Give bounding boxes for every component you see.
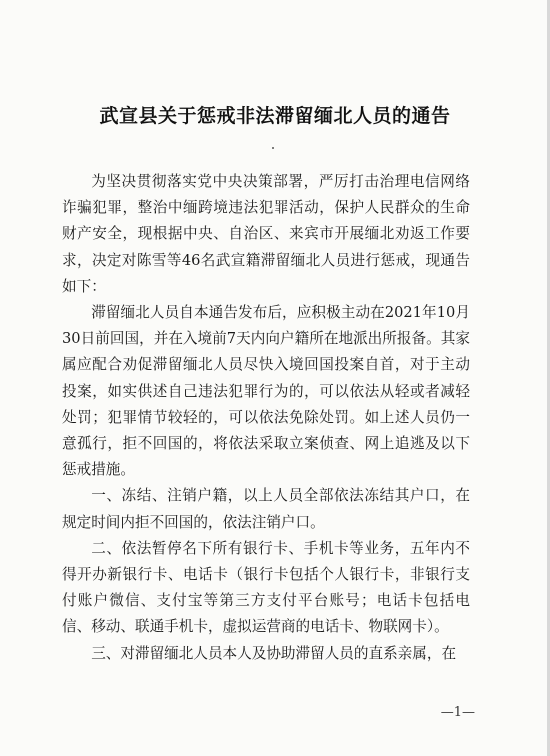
page-number: —1— — [440, 705, 475, 720]
document-body — [62, 169, 470, 667]
scan-speck — [272, 147, 274, 149]
paragraph-measure-1: 一、冻结、注销户籍，以上人员全部依法冻结其户口，在规定时间内拒不回国的，依法注销户口。 — [62, 487, 470, 531]
paragraph-measure-2: 二、依法暂停名下所有银行卡、手机卡等业务，五年内不得开办新银行卡、电话卡（银行卡包括个人银行卡，非银行支付账户微信、支付宝等第三方支付平台账号；电话卡包括电信、移动、联通手机卡，虚拟运营商的电话卡、物联网卡）。 — [62, 539, 470, 636]
paragraph-deadline: 滞留缅北人员自本通告发布后，应积极主动在2021年10月30日前回国，并在入境前7天内向户籍所在地派出所报备。其家属应配合劝促滞留缅北人员尽快入境回国投案自首，对于主动投案，如实供述自己违法犯罪行为的，可以依法从轻或者减轻处罚；犯罪情节较轻的，可以依法免除处罚。如上述人员仍一意孤行，拒不回国的，将依法采取立案侦查、网上追逃及以下惩戒措施。 — [62, 304, 470, 479]
document-title: 武宣县关于惩戒非法滞留缅北人员的通告 — [99, 105, 451, 127]
paragraph-measure-3: 三、对滞留缅北人员本人及协助滞留人员的直系亲属，在 — [91, 644, 457, 662]
paragraph-intro: 为坚决贯彻落实党中央决策部署，严厉打击治理电信网络诈骗犯罪，整治中缅跨境违法犯罪活动，保护人民群众的生命财产安全，现根据中央、自治区、来宾市开展缅北劝返工作要求，决定对陈雪等46名武宣籍滞留缅北人员进行惩戒，现通告如下： — [62, 173, 470, 295]
